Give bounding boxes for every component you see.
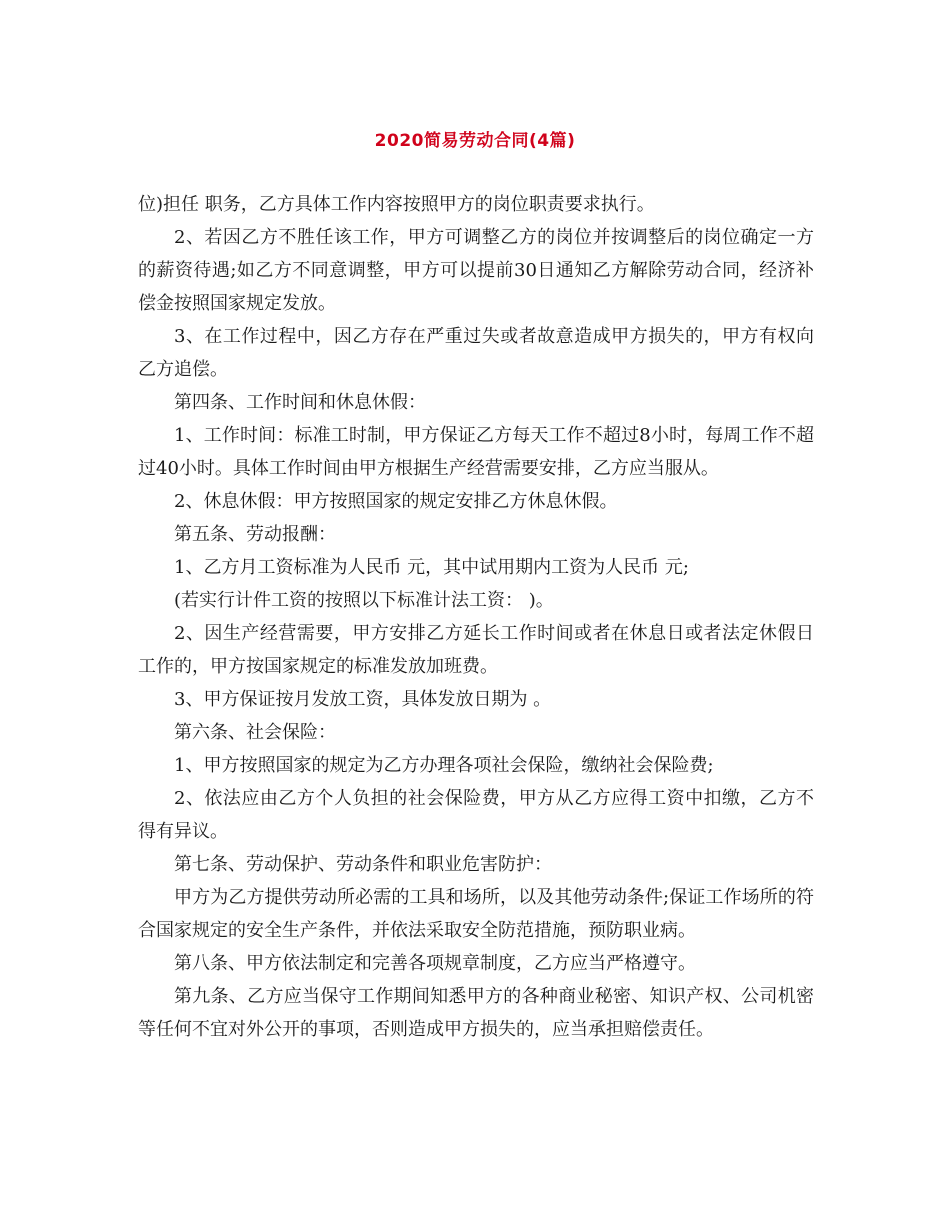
document-title: 2020简易劳动合同(4篇) bbox=[374, 131, 576, 151]
paragraph: (若实行计件工资的按照以下标准计法工资： )。 bbox=[174, 590, 554, 611]
paragraph: 2、因生产经营需要，甲方安排乙方延长工作时间或者在休息日或者法定休假日工作的，甲方按国家规定的标准发放加班费。 bbox=[138, 623, 814, 677]
paragraph: 2、若因乙方不胜任该工作，甲方可调整乙方的岗位并按调整后的岗位确定一方的薪资待遇;如乙方不同意调整，甲方可以提前30日通知乙方解除劳动合同，经济补偿金按照国家规定发放。 bbox=[138, 227, 814, 314]
section-heading: 第四条、工作时间和休息休假： bbox=[174, 392, 426, 413]
paragraph: 3、甲方保证按月发放工资，具体发放日期为 。 bbox=[174, 689, 552, 710]
paragraph: 甲方为乙方提供劳动所必需的工具和场所，以及其他劳动条件;保证工作场所的符合国家规定的安全生产条件，并依法采取安全防范措施，预防职业病。 bbox=[138, 887, 814, 941]
section-heading: 第八条、甲方依法制定和完善各项规章制度，乙方应当严格遵守。 bbox=[174, 953, 696, 974]
paragraph: 1、甲方按照国家的规定为乙方办理各项社会保险，缴纳社会保险费; bbox=[174, 755, 714, 776]
paragraph: 1、工作时间：标准工时制，甲方保证乙方每天工作不超过8小时，每周工作不超过40小时。具体工作时间由甲方根据生产经营需要安排，乙方应当服从。 bbox=[138, 425, 814, 479]
paragraph: 位)担任 职务，乙方具体工作内容按照甲方的岗位职责要求执行。 bbox=[138, 194, 655, 215]
section-heading: 第六条、社会保险： bbox=[174, 722, 336, 743]
document-body bbox=[138, 188, 814, 1046]
paragraph: 3、在工作过程中，因乙方存在严重过失或者故意造成甲方损失的，甲方有权向乙方追偿。 bbox=[138, 326, 814, 380]
section-heading: 第九条、乙方应当保守工作期间知悉甲方的各种商业秘密、知识产权、公司机密等任何不宜对外公开的事项，否则造成甲方损失的，应当承担赔偿责任。 bbox=[138, 986, 814, 1040]
paragraph: 2、休息休假：甲方按照国家的规定安排乙方休息休假。 bbox=[174, 491, 618, 512]
section-heading: 第五条、劳动报酬： bbox=[174, 524, 336, 545]
paragraph: 2、依法应由乙方个人负担的社会保险费，甲方从乙方应得工资中扣缴，乙方不得有异议。 bbox=[138, 788, 814, 842]
section-heading: 第七条、劳动保护、劳动条件和职业危害防护： bbox=[174, 854, 552, 875]
paragraph: 1、乙方月工资标准为人民币 元，其中试用期内工资为人民币 元; bbox=[174, 557, 689, 578]
